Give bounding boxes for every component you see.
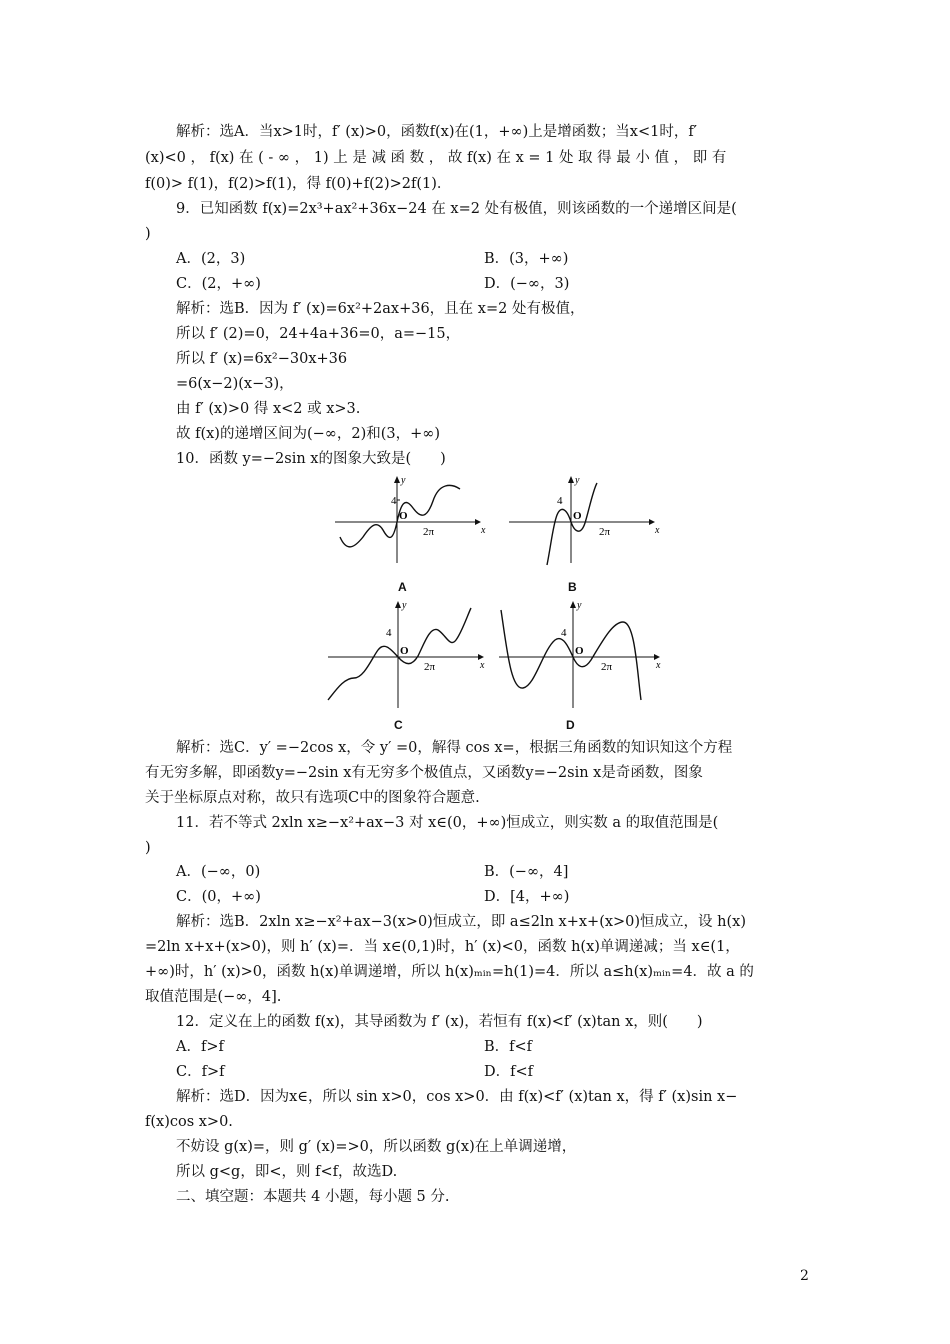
solution-line: =6(x−2)(x−3)， [176,376,294,392]
option-B: B．(−∞，4] [484,864,569,880]
origin-label: O [575,645,584,657]
graph-label-b: B [568,580,577,594]
graph-label-d: D [566,718,575,732]
text-line: ) [145,840,151,856]
solution-line: f(x)cos x>0. [145,1114,233,1130]
option-C: C．f>f [176,1064,225,1080]
tick-4: 4 [386,627,392,639]
graph-c [328,600,488,714]
origin-label: O [573,510,582,522]
solution-line: 不妨设 g(x)=，则 g′ (x)=>0，所以函数 g(x)在上单调递增， [176,1139,577,1155]
option-A: A．(2，3) [176,251,246,267]
tick-2pi: 2π [601,661,613,673]
solution-line: 取值范围是(−∞，4]. [145,989,282,1005]
y-axis-label: y [401,475,406,486]
option-A: A．f>f [176,1039,224,1055]
tick-4: 4 [561,627,567,639]
graph-b [509,475,659,569]
solution-line: 关于坐标原点对称，故只有选项C中的图象符合题意. [145,790,480,806]
option-A: A．(−∞，0) [176,864,261,880]
solution-line: 有无穷多解，即函数y=−2sin x有无穷多个极值点，又函数y=−2sin x是奇函数，图象 [145,765,703,781]
question-12: 12．定义在上的函数 f(x)，其导函数为 f′ (x)，若恒有 f(x)<f′ (x)tan x，则( ) [176,1014,703,1030]
y-axis-label: y [575,475,580,486]
option-B: B．f<f [484,1039,533,1055]
solution-line: +∞)时，h′ (x)>0，函数 h(x)单调递增，所以 h(x)ₘᵢₙ=h(1)=4．所以 a≤h(x)ₘᵢₙ=4．故 a 的 [145,964,754,980]
solution-line: 解析：选D．因为x∈，所以 sin x>0，cos x>0．由 f(x)<f′ (x)tan x，得 f′ (x)sin x− [176,1089,738,1105]
graph-label-a: A [398,580,407,594]
tick-2pi: 2π [424,661,436,673]
solution-line: 解析：选C．y′ =−2cos x，令 y′ =0，解得 cos x=，根据三角函数的知识知这个方程 [176,740,733,756]
solution-line: 故 f(x)的递增区间为(−∞，2)和(3，+∞) [176,426,441,442]
tick-4: 4 [391,495,397,507]
solution-line: 所以 f′ (2)=0，24+4a+36=0，a=−15， [176,326,461,342]
tick-2pi: 2π [599,526,611,538]
origin-label: O [399,510,408,522]
text-line: f(0)> f(1)，f(2)>f(1)，得 f(0)+f(2)>2f(1)． [145,176,452,192]
y-axis-label: y [577,600,582,611]
origin-label: O [400,645,409,657]
solution-line: 解析：选B．因为 f′ (x)=6x²+2ax+36，且在 x=2 处有极值， [176,301,585,317]
text-line: 解析：选A．当x>1时，f′ (x)>0，函数f(x)在(1，+∞)上是增函数；当x<1时，f′ [176,124,697,140]
solution-line: 所以 f′ (x)=6x²−30x+36 [176,351,348,367]
x-axis-label: x [656,660,661,671]
y-axis-label: y [402,600,407,611]
option-D: D．[4，+∞) [484,889,570,905]
text-line: (x)<0 ， f(x) 在 ( - ∞ ， 1) 上 是 减 函 数 ， 故 f(x) 在 x = 1 处 取 得 最 小 值 ， 即 有 [145,150,727,166]
solution-line: 解析：选B．2xln x≥−x²+ax−3(x>0)恒成立，即 a≤2ln x+x+(x>0)恒成立，设 h(x) [176,914,746,930]
x-axis-label: x [480,660,485,671]
question-11: 11．若不等式 2xln x≥−x²+ax−3 对 x∈(0，+∞)恒成立，则实数 a 的取值范围是( [176,815,719,831]
page-number: 2 [800,1268,809,1284]
option-C: C．(2，+∞) [176,276,261,292]
solution-line: =2ln x+x+(x>0)，则 h′ (x)=．当 x∈(0,1)时，h′ (x)<0，函数 h(x)单调递减；当 x∈(1， [145,939,740,955]
question-10: 10．函数 y=−2sin x的图象大致是( ) [176,451,446,467]
option-D: D．(−∞，3) [484,276,570,292]
question-9: 9．已知函数 f(x)=2x³+ax²+36x−24 在 x=2 处有极值，则该函数的一个递增区间是( [176,201,737,217]
solution-line: 所以 g<g，即<，则 f<f，故选D. [176,1164,398,1180]
tick-2pi: 2π [423,526,435,538]
tick-4: 4 [557,495,563,507]
option-B: B．(3，+∞) [484,251,569,267]
text-line: ) [145,226,151,242]
graph-label-c: C [394,718,403,732]
option-C: C．(0，+∞) [176,889,261,905]
solution-line: 由 f′ (x)>0 得 x<2 或 x>3. [176,401,361,417]
x-axis-label: x [481,525,486,536]
option-D: D．f<f [484,1064,534,1080]
x-axis-label: x [655,525,660,536]
section-heading: 二、填空题：本题共 4 小题，每小题 5 分. [176,1189,450,1205]
graph-d [499,600,664,714]
graph-a [335,475,485,569]
